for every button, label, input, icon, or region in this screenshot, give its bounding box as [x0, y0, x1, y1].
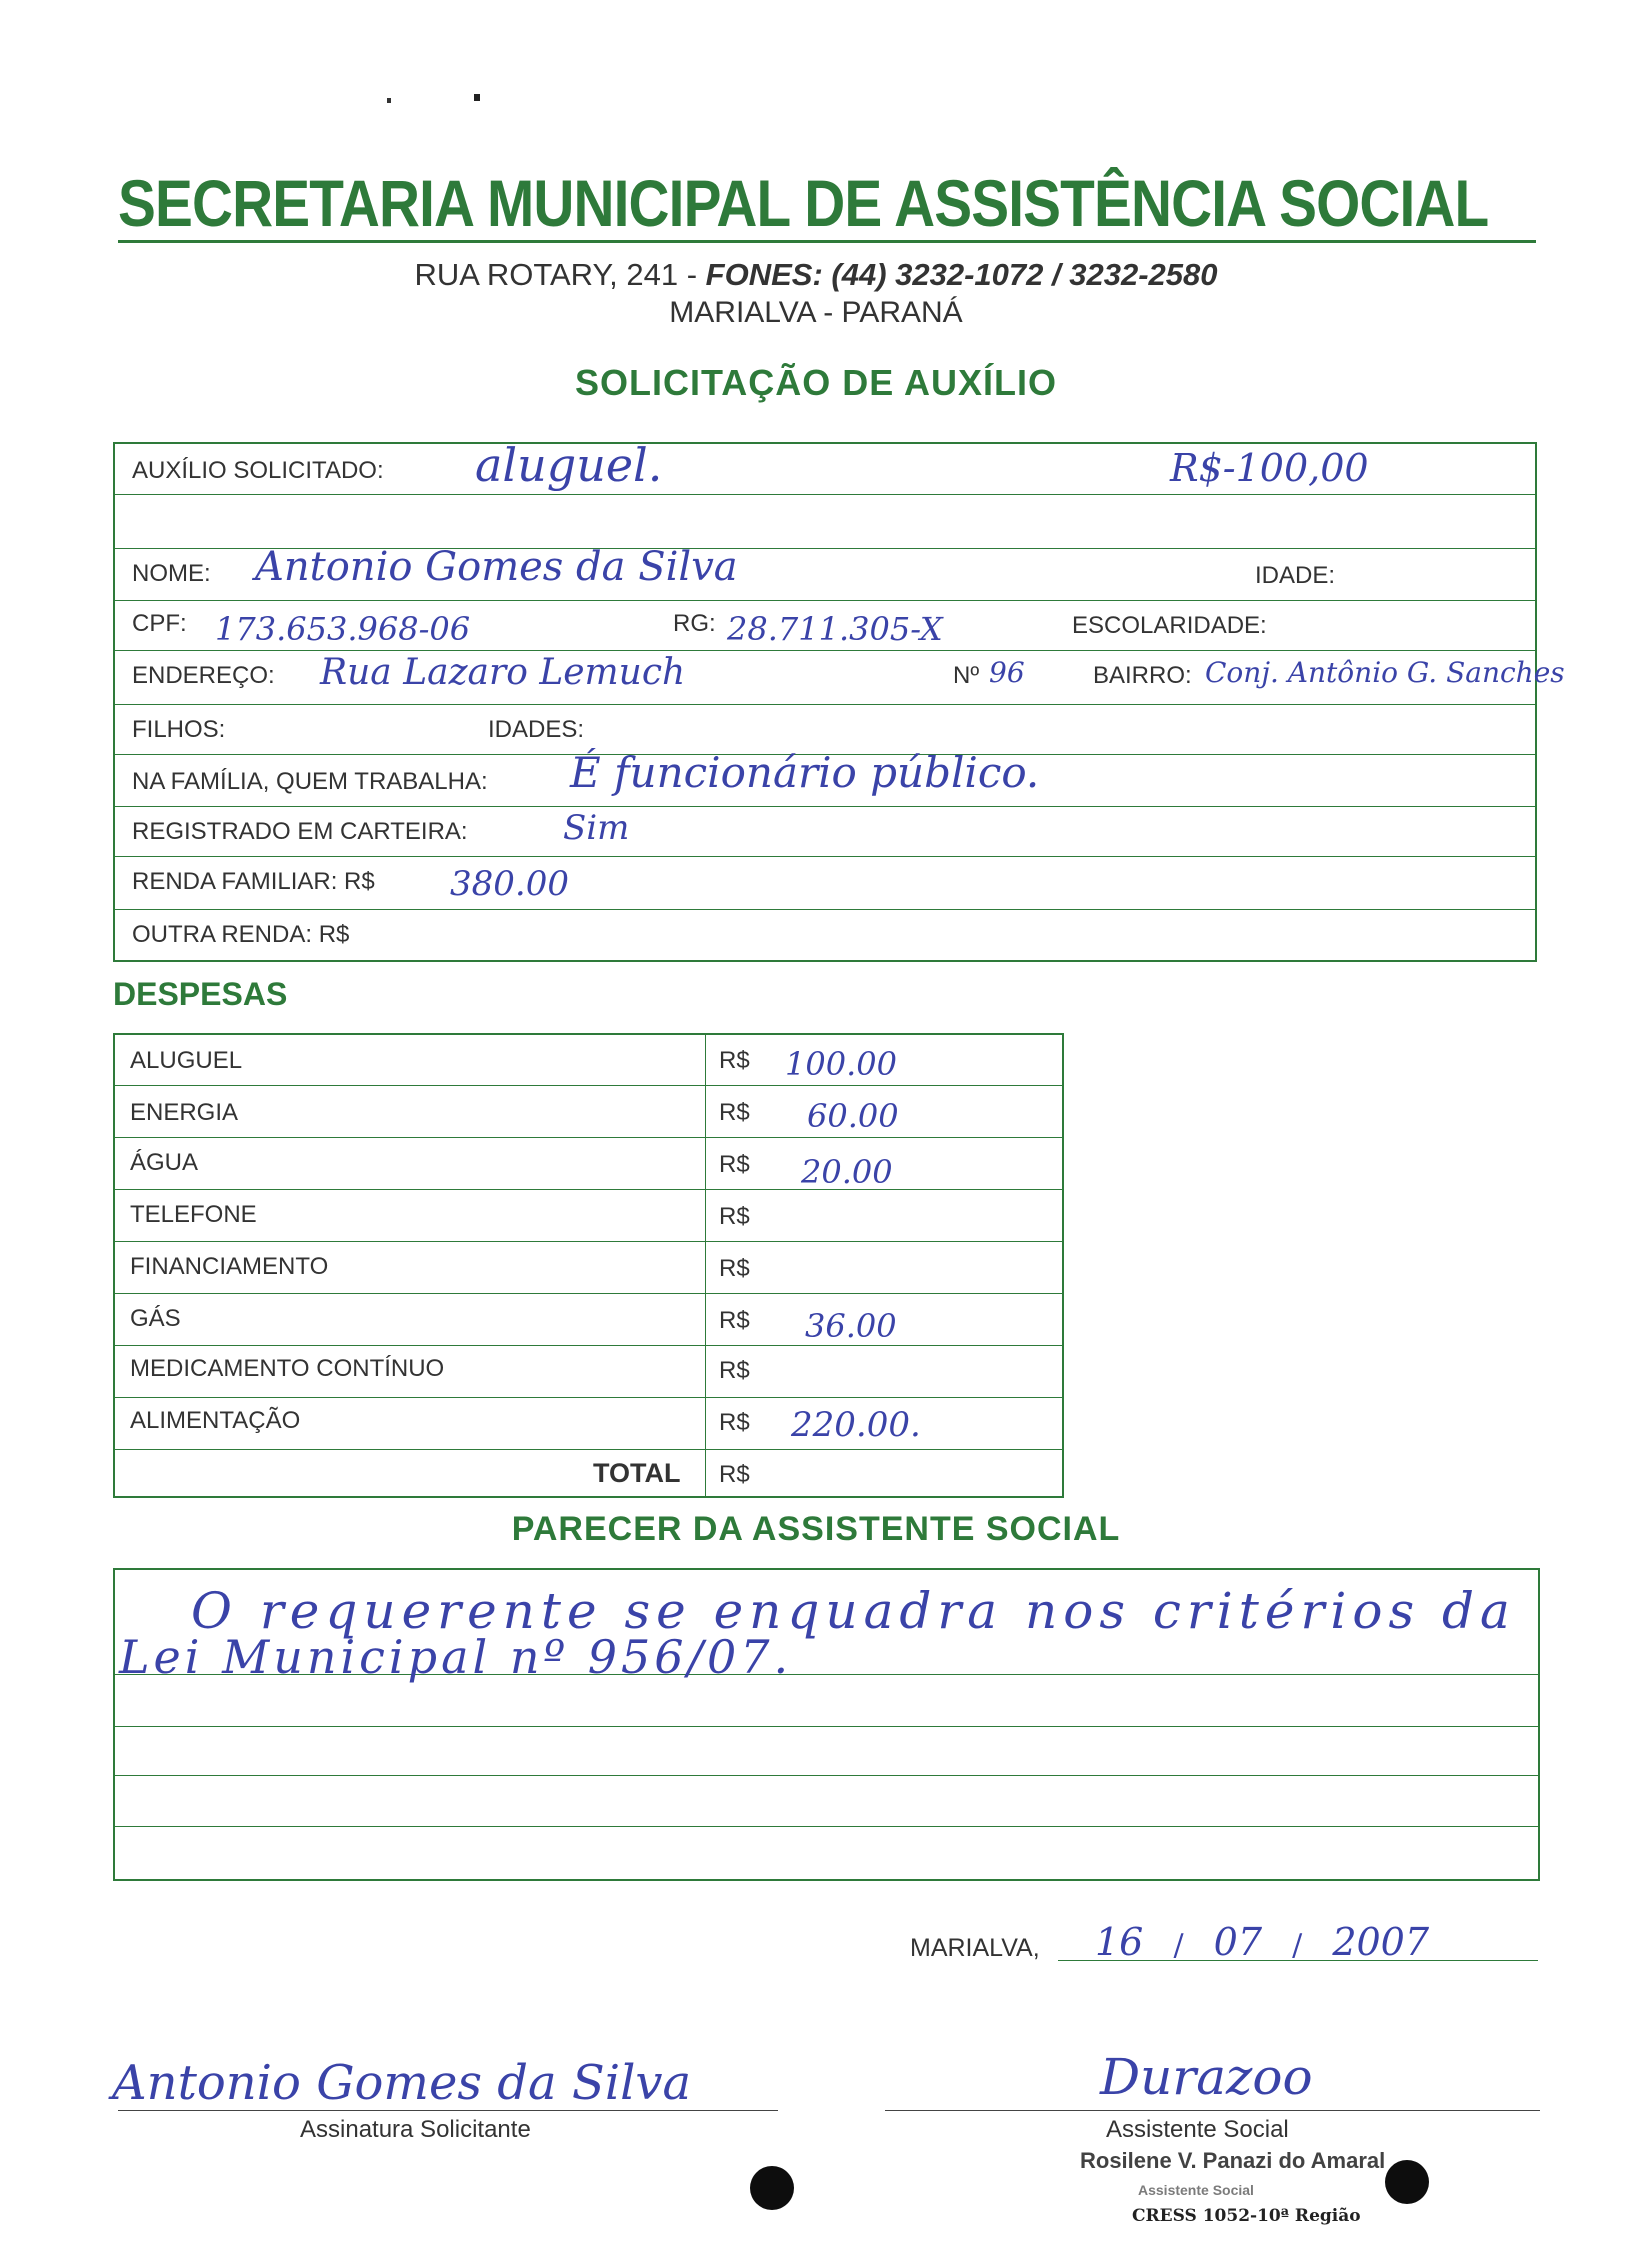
bairro-label: BAIRRO:: [1093, 662, 1192, 689]
registrado-value: Sim: [563, 808, 630, 848]
form-rule: [115, 704, 1535, 705]
cpf-value: 173.653.968-06: [215, 610, 471, 648]
auxilio-label: AUXÍLIO SOLICITADO:: [132, 457, 384, 484]
date-value: [1095, 1920, 1429, 1964]
currency-label: R$: [719, 1047, 750, 1074]
numero-value: 96: [989, 656, 1025, 689]
punch-hole: [750, 2166, 794, 2210]
stamp-name: Rosilene V. Panazi do Amaral: [1080, 2148, 1386, 2173]
punch-hole: [1385, 2160, 1429, 2204]
parecer-rule: [115, 1775, 1538, 1776]
currency-label: R$: [719, 1151, 750, 1178]
rg-value: 28.711.305-X: [727, 610, 943, 648]
assistente-signature-line: [885, 2110, 1540, 2111]
address-city: MARIALVA - PARANÁ: [669, 296, 963, 329]
expense-label: MEDICAMENTO CONTÍNUO: [130, 1355, 445, 1382]
scan-speck: [474, 94, 480, 101]
quem-trabalha-label: NA FAMÍLIA, QUEM TRABALHA:: [132, 768, 488, 795]
bairro-value: Conj. Antônio G. Sanches: [1205, 656, 1565, 689]
stamp-cress: CRESS 1052-10ª Região: [1132, 2206, 1361, 2226]
form-rule: [115, 600, 1535, 601]
table-rule: [115, 1137, 1062, 1138]
expense-value: 36.00: [805, 1307, 897, 1345]
applicant-info-box: [113, 438, 1565, 962]
expense-label: FINANCIAMENTO: [130, 1253, 329, 1280]
auxilio-amount: R$-100,00: [1170, 446, 1369, 490]
expense-label: ALIMENTAÇÃO: [130, 1407, 301, 1434]
assistente-signature: Durazoo: [1100, 2048, 1313, 2106]
form-subtitle: SOLICITAÇÃO DE AUXÍLIO: [574, 362, 1057, 403]
currency-label: R$: [719, 1357, 750, 1384]
solicitante-signature-label: Assinatura Solicitante: [300, 2116, 531, 2143]
currency-label: R$: [719, 1255, 750, 1282]
expense-value: 100.00: [785, 1045, 897, 1083]
form-rule: [115, 650, 1535, 651]
table-rule: [115, 1293, 1062, 1294]
table-rule: [115, 1449, 1062, 1450]
page-title: SECRETARIA MUNICIPAL DE ASSISTÊNCIA SOCIAL: [118, 166, 1489, 240]
currency-label: R$: [719, 1409, 750, 1436]
solicitante-signature-line: [118, 2110, 778, 2111]
form-rule: [115, 806, 1535, 807]
auxilio-value: aluguel.: [475, 438, 663, 492]
total-label: TOTAL: [593, 1458, 681, 1488]
address-phones: FONES: (44) 3232-1072 / 3232-2580: [705, 257, 1218, 292]
filhos-label: FILHOS:: [132, 716, 226, 743]
parecer-rule: [115, 1726, 1538, 1727]
parecer-rule: [115, 1826, 1538, 1827]
expenses-table: [113, 1033, 1064, 1498]
date-separator: /: [1292, 1928, 1303, 1963]
scan-speck: [387, 98, 391, 103]
parecer-box: [113, 1568, 1540, 1881]
address-street: RUA ROTARY, 241 -: [414, 257, 706, 292]
date-separator: /: [1173, 1928, 1184, 1963]
table-rule: [115, 1345, 1062, 1346]
date-label: MARIALVA,: [910, 1934, 1040, 1962]
rg-label: RG:: [673, 610, 716, 637]
registrado-label: REGISTRADO EM CARTEIRA:: [132, 818, 468, 845]
table-divider: [705, 1035, 706, 1496]
despesas-title: DESPESAS: [113, 976, 288, 1012]
currency-label: R$: [719, 1307, 750, 1334]
expense-label: ÁGUA: [130, 1149, 199, 1176]
nome-value: Antonio Gomes da Silva: [255, 544, 738, 590]
address-line: [0, 257, 1632, 293]
form-rule: [115, 909, 1535, 910]
form-rule: [115, 494, 1535, 495]
endereco-value: Rua Lazaro Lemuch: [320, 652, 686, 693]
outra-renda-label: OUTRA RENDA: R$: [132, 921, 350, 948]
title-rule: [118, 240, 1536, 243]
currency-label: R$: [719, 1099, 750, 1126]
parecer-line-1: O requerente se enquadra nos critérios da: [191, 1582, 1516, 1640]
assistente-signature-label: Assistente Social: [1106, 2116, 1289, 2143]
date-day: 16: [1095, 1920, 1144, 1964]
parecer-title: PARECER DA ASSISTENTE SOCIAL: [511, 1510, 1121, 1548]
expense-value: 220.00.: [791, 1405, 921, 1445]
form-rule: [115, 856, 1535, 857]
expense-label: TELEFONE: [130, 1201, 257, 1228]
currency-label: R$: [719, 1461, 750, 1488]
cpf-label: CPF:: [132, 610, 187, 637]
expense-label: ALUGUEL: [130, 1047, 243, 1074]
expense-value: 60.00: [807, 1097, 899, 1135]
date-month: 07: [1213, 1920, 1263, 1964]
renda-label: RENDA FAMILIAR: R$: [132, 868, 375, 895]
expense-value: 20.00: [801, 1153, 893, 1191]
currency-label: R$: [719, 1203, 750, 1230]
date-year: 2007: [1332, 1920, 1430, 1964]
expense-label: GÁS: [130, 1305, 181, 1332]
quem-trabalha-value: É funcionário público.: [570, 748, 1040, 797]
stamp-role: Assistente Social: [1138, 2182, 1254, 2198]
endereco-label: ENDEREÇO:: [132, 662, 275, 689]
renda-value: 380.00: [450, 864, 569, 904]
parecer-line-2: Lei Municipal nº 956/07.: [119, 1630, 793, 1684]
table-rule: [115, 1085, 1062, 1086]
idades-label: IDADES:: [488, 716, 585, 743]
solicitante-signature: Antonio Gomes da Silva: [112, 2055, 692, 2111]
table-rule: [115, 1241, 1062, 1242]
escolaridade-label: ESCOLARIDADE:: [1072, 612, 1267, 639]
expense-label: ENERGIA: [130, 1099, 239, 1126]
idade-label: IDADE:: [1255, 562, 1336, 589]
table-rule: [115, 1189, 1062, 1190]
nome-label: NOME:: [132, 560, 211, 587]
table-rule: [115, 1397, 1062, 1398]
numero-label: Nº: [953, 662, 980, 689]
